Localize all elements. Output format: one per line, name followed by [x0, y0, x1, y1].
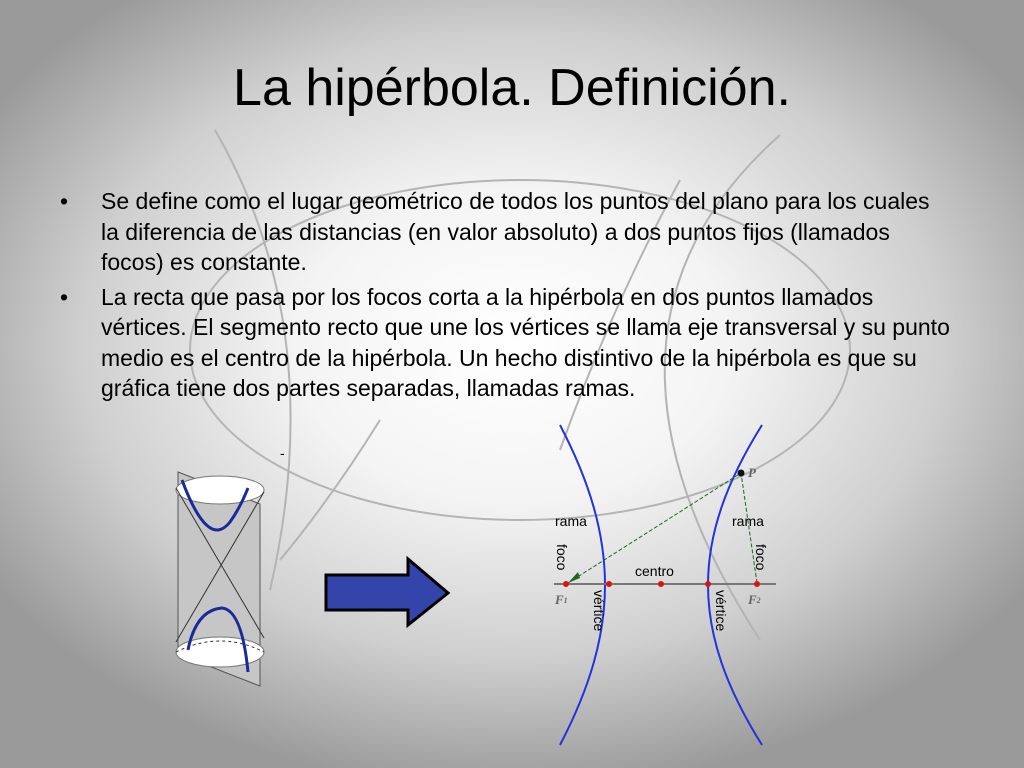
focus-2-point: [754, 581, 760, 587]
left-vertex-label: vértice: [591, 590, 607, 632]
center-point: [658, 581, 664, 587]
bullet-list: [60, 186, 950, 408]
bullet-item: [60, 282, 950, 404]
right-arrow-icon: [320, 555, 455, 630]
point-p-label: P: [748, 465, 756, 480]
vertex-right-point: [705, 581, 711, 587]
center-label: centro: [635, 563, 674, 579]
bullet-text: La recta que pasa por los focos corta a la hipérbola en dos puntos llamados vértices. El segmento recto que une los vértices se llama eje transversal y su punto medio es el centro de la hipérbola. Un hecho distintivo de la hipérbola es que su gráfica tiene dos partes separadas, llamadas ramas.: [101, 283, 950, 401]
hyperbola-diagram: [540, 420, 790, 750]
bullet-text: Se define como el lugar geométrico de todos los puntos del plano para los cuales la diferencia de las distancias (en valor absoluto) a dos puntos fijos (llamados focos) es constante.: [101, 188, 930, 275]
bullet-item: [60, 186, 950, 278]
stray-mark: -: [280, 445, 285, 461]
right-vertex-label: vértice: [713, 590, 729, 632]
point-p: [738, 470, 745, 477]
bullet-icon: •: [60, 188, 69, 214]
right-branch-label: rama: [732, 513, 764, 529]
vertex-left-point: [606, 581, 612, 587]
right-focus-label: foco: [753, 544, 769, 571]
left-branch-label: rama: [555, 513, 587, 529]
focus-1-point: [563, 581, 569, 587]
double-cone-figure: [160, 440, 320, 690]
focus-1-label: F1: [555, 592, 568, 607]
left-focus-label: foco: [554, 544, 570, 571]
slide-title: La hipérbola. Definición.: [233, 59, 791, 117]
focus-2-label: F2: [748, 592, 761, 607]
bullet-icon: •: [60, 283, 69, 310]
